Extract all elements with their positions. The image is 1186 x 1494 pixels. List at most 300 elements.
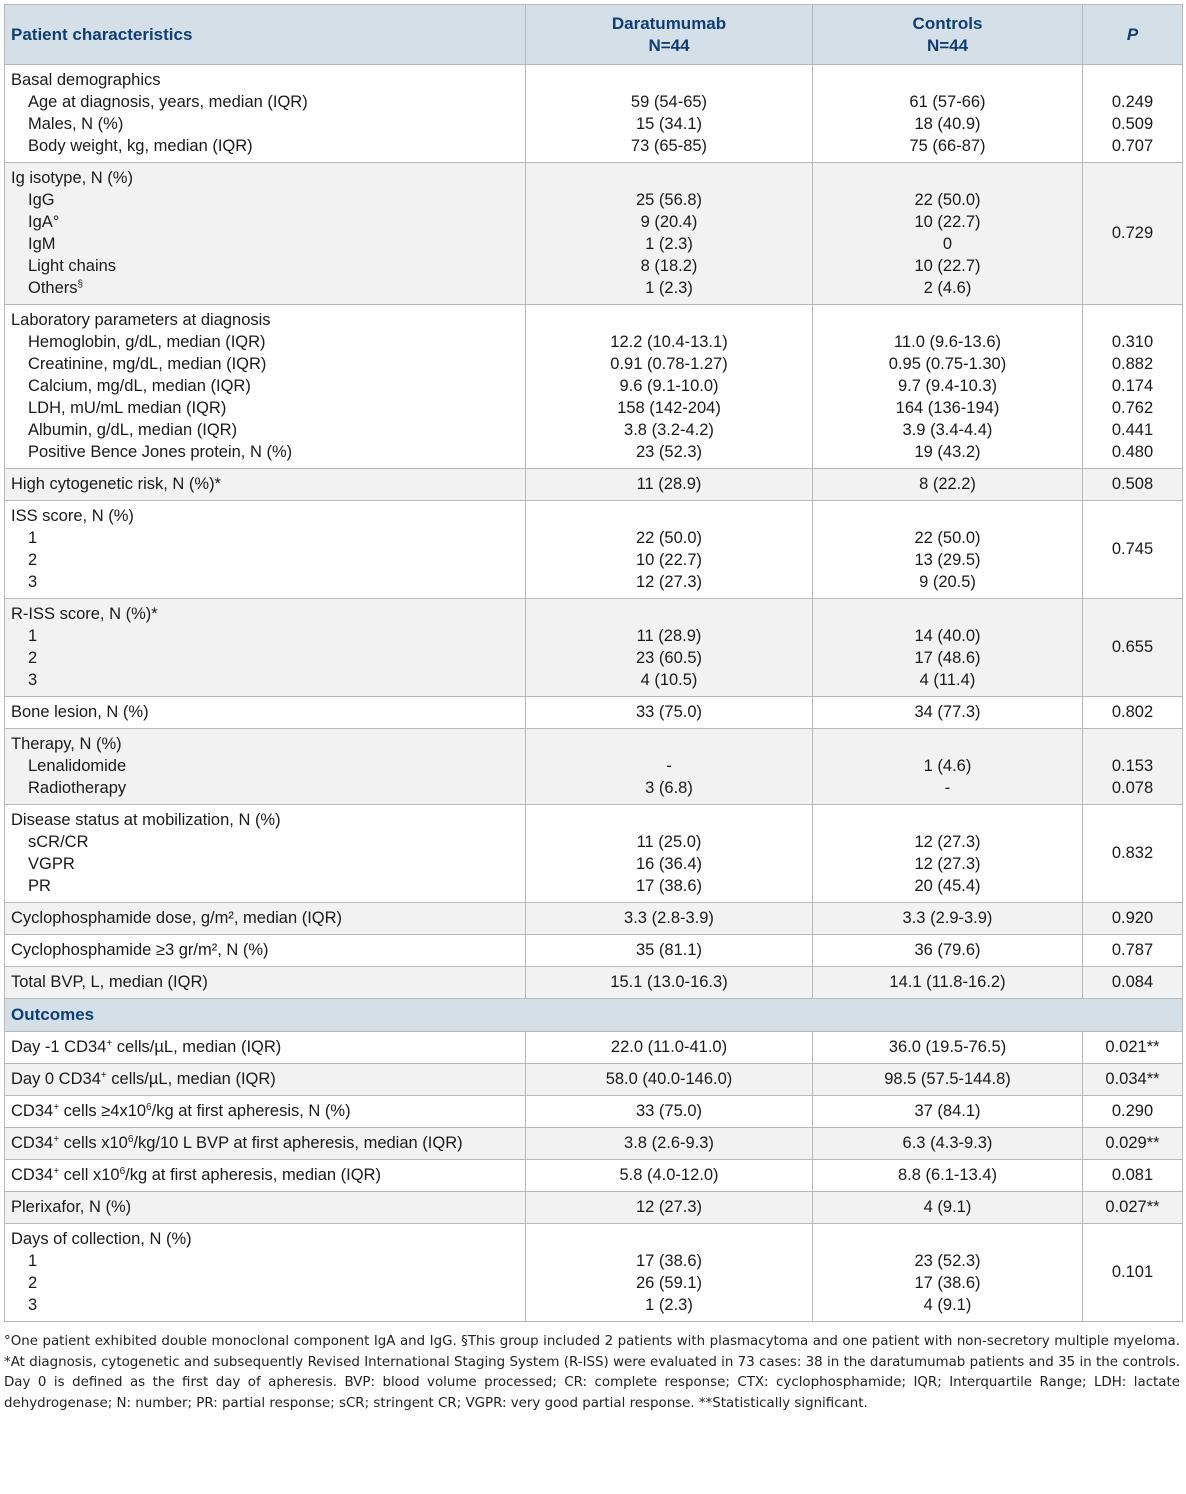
p-value-cell: 0.787	[1111, 941, 1154, 959]
controls-cell: 10 (22.7)	[914, 257, 981, 275]
superscript: +	[106, 1038, 113, 1049]
daratumumab-cell: 73 (65-85)	[630, 137, 708, 155]
p-value-cell: 0.153	[1111, 757, 1154, 775]
subitem-label	[11, 441, 519, 463]
subitem-label	[11, 853, 519, 875]
superscript: +	[53, 1134, 60, 1145]
table-footnote: °One patient exhibited double monoclonal component IgA and IgG. §This group included 2 patients with plasmacytoma and one patient with non-secretory multiple myeloma. *At diagnosis, cytogenetic and subsequently Revised International Staging System (R-ISS) were evaluated in 73 cases: 38 in the daratumumab patients and 35 in the controls. Day 0 is defined as the first day of apheresis. BVP: blood volume processed; CR: complete response; CTX: cyclophosphamide; IQR; Interquartile Range; LDH: lactate dehydrogenase; N: number; PR: partial response; sCR; stringent CR; VGPR: very good partial response. **Statistically significant.	[4, 1334, 1180, 1412]
row-label	[5, 935, 526, 967]
row-label	[5, 805, 526, 903]
controls-cell: 20 (45.4)	[914, 877, 981, 895]
daratumumab-cell: 1 (2.3)	[645, 1296, 693, 1314]
controls-value: 98.5 (57.5-144.8)	[813, 1064, 1083, 1096]
label-part: Day 0 CD34	[11, 1070, 101, 1088]
table-row	[5, 935, 1183, 967]
subitem-label: 2	[28, 1274, 38, 1292]
controls-value: 36.0 (19.5-76.5)	[813, 1032, 1083, 1064]
spacer	[819, 733, 1076, 755]
spacer	[819, 505, 1076, 527]
table-row	[5, 1160, 1183, 1192]
table-row	[5, 65, 1183, 163]
p-value: 0.034**	[1083, 1064, 1183, 1096]
row-label	[5, 599, 526, 697]
table-container	[4, 4, 1182, 1415]
p-value-cell: 0.762	[1111, 399, 1154, 417]
subitem-text: Albumin, g/dL, median (IQR)	[28, 421, 238, 439]
label-part: /kg/10 L BVP at first apheresis, median (IQR)	[133, 1134, 463, 1152]
p-value-cell: 0.707	[1111, 137, 1154, 155]
subitem-text: 2	[28, 649, 38, 667]
spacer	[532, 309, 806, 331]
label-part: CD34	[11, 1134, 54, 1152]
subitem-label	[11, 211, 519, 233]
daratumumab-cell: 15.1 (13.0-16.3)	[610, 973, 728, 991]
header-daratumumab	[526, 5, 813, 65]
p-value	[1083, 501, 1183, 599]
daratumumab-value	[526, 935, 813, 967]
controls-cell: 9.7 (9.4-10.3)	[897, 377, 998, 395]
subitem-label	[11, 233, 519, 255]
table-row	[5, 501, 1183, 599]
controls-cell: 75 (66-87)	[909, 137, 986, 155]
controls-cell: 12 (27.3)	[914, 855, 981, 873]
subitem-text: Light chains	[28, 257, 117, 275]
p-value	[1083, 697, 1183, 729]
spacer	[1089, 69, 1176, 91]
p-value	[1083, 729, 1183, 805]
subitem-label	[11, 669, 519, 691]
characteristic-label: Cyclophosphamide dose, g/m², median (IQR)	[11, 909, 343, 927]
table-row	[5, 1224, 1183, 1322]
p-value: 0.101	[1083, 1224, 1183, 1322]
controls-value	[813, 729, 1083, 805]
patient-characteristics-table	[4, 4, 1183, 1322]
daratumumab-cell: 11 (25.0)	[636, 833, 702, 851]
label-part: cells/µL, median (IQR)	[112, 1038, 282, 1056]
controls-cell: 3.3 (2.9-3.9)	[902, 909, 993, 927]
label-part: cells ≥4x10	[59, 1102, 147, 1120]
p-value-cell: 0.745	[1111, 540, 1154, 558]
row-label	[5, 967, 526, 999]
subitem-label	[11, 397, 519, 419]
spacer	[532, 809, 806, 831]
subitem-label	[11, 571, 519, 593]
p-value-cell: 0.249	[1111, 93, 1154, 111]
p-value	[1083, 163, 1183, 305]
controls-cell: 8 (22.2)	[919, 475, 976, 493]
daratumumab-value	[526, 305, 813, 469]
table-row	[5, 599, 1183, 697]
subitem-text: 3	[28, 573, 38, 591]
subitem-label	[11, 113, 519, 135]
controls-cell: 164 (136-194)	[895, 399, 1000, 417]
group-title: R-ISS score, N (%)*	[11, 605, 158, 623]
controls-value	[813, 697, 1083, 729]
table-row	[5, 1096, 1183, 1128]
controls-cell: 17 (48.6)	[914, 649, 981, 667]
subitem-label	[11, 777, 519, 799]
characteristic-label	[11, 1100, 519, 1122]
p-value-cell: 0.729	[1111, 224, 1154, 242]
daratumumab-cell: 3.8 (3.2-4.2)	[624, 421, 714, 439]
subitem-text: Body weight, kg, median (IQR)	[28, 137, 253, 155]
superscript: §	[77, 279, 84, 290]
controls-value	[813, 935, 1083, 967]
row-label	[5, 1224, 526, 1322]
characteristic-label	[11, 1036, 519, 1058]
subitem-text: LDH, mU/mL median (IQR)	[28, 399, 227, 417]
row-label	[5, 501, 526, 599]
spacer	[1089, 733, 1176, 755]
table-row	[5, 903, 1183, 935]
p-value-cell: 0.441	[1111, 421, 1154, 439]
daratumumab-cell: 12 (27.3)	[635, 573, 703, 591]
daratumumab-cell: -	[666, 757, 672, 775]
superscript: 6	[146, 1102, 152, 1113]
subitem-label	[11, 625, 519, 647]
daratumumab-cell: 25 (56.8)	[635, 191, 703, 209]
daratumumab-cell: 23 (60.5)	[635, 649, 703, 667]
row-label	[5, 1064, 526, 1096]
daratumumab-cell: 9.6 (9.1-10.0)	[619, 377, 719, 395]
header-patient-characteristics: Patient characteristics	[5, 5, 526, 65]
subitem-label	[11, 277, 519, 299]
daratumumab-value	[526, 1224, 813, 1322]
characteristic-label: High cytogenetic risk, N (%)*	[11, 475, 221, 493]
controls-value: 4 (9.1)	[813, 1192, 1083, 1224]
group-title: Disease status at mobilization, N (%)	[11, 811, 281, 829]
subitem-text: Calcium, mg/dL, median (IQR)	[28, 377, 251, 395]
characteristic-label: Total BVP, L, median (IQR)	[11, 973, 208, 991]
characteristic-label: Cyclophosphamide ≥3 gr/m², N (%)	[11, 941, 269, 959]
controls-value: 37 (84.1)	[813, 1096, 1083, 1128]
p-value	[1083, 599, 1183, 697]
controls-cell: 3.9 (3.4-4.4)	[902, 421, 993, 439]
controls-value	[813, 65, 1083, 163]
subitem-text: Creatinine, mg/dL, median (IQR)	[28, 355, 267, 373]
row-label	[5, 697, 526, 729]
controls-value: 8.8 (6.1-13.4)	[813, 1160, 1083, 1192]
spacer	[819, 309, 1076, 331]
spacer	[532, 733, 806, 755]
outcomes-title: Outcomes	[5, 999, 1183, 1032]
subitem-text: Age at diagnosis, years, median (IQR)	[28, 93, 308, 111]
daratumumab-cell: 158 (142-204)	[617, 399, 721, 417]
controls-value	[813, 501, 1083, 599]
controls-cell: 18 (40.9)	[914, 115, 981, 133]
daratumumab-value: 33 (75.0)	[526, 1096, 813, 1128]
controls-cell: 34 (77.3)	[914, 703, 981, 721]
controls-value	[813, 469, 1083, 501]
controls-cell: 2 (4.6)	[923, 279, 972, 297]
characteristic-label	[11, 1068, 519, 1090]
section-header-outcomes	[5, 999, 1183, 1032]
controls-cell: 22 (50.0)	[914, 529, 981, 547]
daratumumab-value	[526, 729, 813, 805]
subitem-text: Positive Bence Jones protein, N (%)	[28, 443, 293, 461]
table-row	[5, 967, 1183, 999]
controls-cell: 36 (79.6)	[914, 941, 981, 959]
controls-cell: -	[944, 779, 951, 797]
controls-cell: 11.0 (9.6-13.6)	[893, 333, 1001, 351]
subitem-label	[11, 375, 519, 397]
p-value	[1083, 903, 1183, 935]
daratumumab-value	[526, 469, 813, 501]
controls-cell: 0	[942, 235, 953, 253]
table-row	[5, 163, 1183, 305]
row-label	[5, 903, 526, 935]
p-value: 0.021**	[1083, 1032, 1183, 1064]
controls-value	[813, 163, 1083, 305]
subitem-text: Others	[28, 279, 78, 297]
table-row	[5, 1032, 1183, 1064]
p-value	[1083, 65, 1183, 163]
label-part: cells/µL, median (IQR)	[106, 1070, 276, 1088]
row-label	[5, 163, 526, 305]
controls-cell: 1 (4.6)	[923, 757, 972, 775]
daratumumab-value	[526, 697, 813, 729]
controls-cell: 14 (40.0)	[914, 627, 981, 645]
controls-value	[813, 967, 1083, 999]
spacer	[819, 69, 1076, 91]
row-label	[5, 305, 526, 469]
p-value-cell: 0.174	[1111, 377, 1154, 395]
controls-cell: 17 (38.6)	[914, 1274, 981, 1292]
subitem-label	[11, 831, 519, 853]
superscript: 6	[127, 1134, 134, 1145]
daratumumab-value: 12 (27.3)	[526, 1192, 813, 1224]
header-controls	[813, 5, 1083, 65]
p-value-cell: 0.832	[1111, 844, 1154, 862]
controls-cell: 13 (29.5)	[914, 551, 981, 569]
p-value-cell: 0.920	[1111, 909, 1154, 927]
controls-value: 6.3 (4.3-9.3)	[813, 1128, 1083, 1160]
controls-cell: 4 (9.1)	[923, 1296, 972, 1314]
subitem-label	[11, 527, 519, 549]
daratumumab-cell: 59 (54-65)	[630, 93, 708, 111]
label-part: /kg at first apheresis, N (%)	[151, 1102, 351, 1120]
subitem-label	[11, 353, 519, 375]
characteristic-label	[11, 1196, 519, 1218]
table-row	[5, 469, 1183, 501]
row-label	[5, 469, 526, 501]
subitem-label	[11, 189, 519, 211]
table-row	[5, 729, 1183, 805]
subitem-label	[11, 91, 519, 113]
spacer	[532, 167, 806, 189]
table-row	[5, 1064, 1183, 1096]
daratumumab-cell: 22 (50.0)	[635, 529, 703, 547]
characteristic-label: Bone lesion, N (%)	[11, 703, 149, 721]
daratumumab-cell: 16 (36.4)	[635, 855, 703, 873]
subitem-text: IgA°	[28, 213, 60, 231]
controls-cell: 0.95 (0.75-1.30)	[888, 355, 1007, 373]
daratumumab-cell: 26 (59.1)	[635, 1274, 703, 1292]
p-value: 0.029**	[1083, 1128, 1183, 1160]
superscript: +	[53, 1102, 60, 1113]
p-value: 0.081	[1083, 1160, 1183, 1192]
row-label	[5, 1160, 526, 1192]
daratumumab-cell: 1 (2.3)	[645, 235, 693, 253]
spacer	[819, 167, 1076, 189]
p-value-cell: 0.084	[1111, 973, 1154, 991]
daratumumab-value	[526, 967, 813, 999]
label-part: cell x10	[59, 1166, 120, 1184]
subitem-text: 2	[28, 551, 38, 569]
spacer	[1089, 309, 1176, 331]
subitem-text: Hemoglobin, g/dL, median (IQR)	[28, 333, 266, 351]
subitem-label	[11, 755, 519, 777]
subitem-label	[11, 135, 519, 157]
p-value-cell: 0.078	[1111, 779, 1154, 797]
controls-value	[813, 305, 1083, 469]
table-row	[5, 1128, 1183, 1160]
characteristic-label	[11, 1132, 519, 1154]
header-daratumumab-n: N=44	[648, 35, 690, 55]
daratumumab-cell: 4 (10.5)	[640, 671, 698, 689]
subitem-label	[11, 419, 519, 441]
table-body	[5, 65, 1183, 1322]
header-row	[5, 5, 1183, 65]
controls-cell: 12 (27.3)	[914, 833, 981, 851]
row-label	[5, 1096, 526, 1128]
p-value-cell: 0.802	[1111, 703, 1154, 721]
row-label	[5, 1032, 526, 1064]
controls-cell: 19 (43.2)	[914, 443, 981, 461]
controls-cell: 9 (20.5)	[919, 573, 976, 591]
daratumumab-cell: 35 (81.1)	[635, 941, 703, 959]
daratumumab-cell: 15 (34.1)	[635, 115, 703, 133]
label-part: cells x10	[59, 1134, 128, 1152]
row-label	[5, 729, 526, 805]
subitem-text: 1	[28, 529, 38, 547]
p-value-cell: 0.882	[1111, 355, 1154, 373]
subitem-label: 3	[28, 1296, 38, 1314]
subitem-text: VGPR	[28, 855, 75, 873]
daratumumab-cell: 17 (38.6)	[635, 877, 703, 895]
p-value	[1083, 967, 1183, 999]
daratumumab-value	[526, 501, 813, 599]
superscript: 6	[119, 1166, 126, 1177]
label-part: Day -1 CD34	[11, 1038, 107, 1056]
subitem-label	[11, 331, 519, 353]
p-value-cell: 0.310	[1111, 333, 1154, 351]
group-title: Days of collection, N (%)	[11, 1230, 192, 1248]
subitem-label	[11, 647, 519, 669]
subitem-text: Males, N (%)	[28, 115, 124, 133]
daratumumab-value	[526, 599, 813, 697]
spacer	[819, 809, 1076, 831]
subitem-label	[11, 549, 519, 571]
daratumumab-cell: 11 (28.9)	[636, 627, 702, 645]
header-daratumumab-title: Daratumumab	[611, 13, 727, 33]
spacer	[532, 69, 806, 91]
p-value: 0.027**	[1083, 1192, 1183, 1224]
spacer	[532, 1228, 806, 1250]
controls-cell: 14.1 (11.8-16.2)	[889, 973, 1006, 991]
daratumumab-value: 22.0 (11.0-41.0)	[526, 1032, 813, 1064]
daratumumab-value	[526, 65, 813, 163]
subitem-label	[11, 255, 519, 277]
controls-cell: 61 (57-66)	[909, 93, 986, 111]
group-title: Laboratory parameters at diagnosis	[11, 311, 271, 329]
label-part: /kg at first apheresis, median (IQR)	[125, 1166, 381, 1184]
daratumumab-cell: 33 (75.0)	[635, 703, 703, 721]
spacer	[819, 603, 1076, 625]
subitem-label	[11, 875, 519, 897]
spacer	[532, 603, 806, 625]
controls-cell: 22 (50.0)	[914, 191, 981, 209]
subitem-text: IgM	[28, 235, 56, 253]
p-value	[1083, 305, 1183, 469]
subitem-text: Lenalidomide	[28, 757, 127, 775]
daratumumab-value	[526, 903, 813, 935]
table-header	[5, 5, 1183, 65]
spacer	[532, 505, 806, 527]
daratumumab-cell: 17 (38.6)	[635, 1252, 703, 1270]
p-value	[1083, 805, 1183, 903]
group-title: Therapy, N (%)	[11, 735, 122, 753]
p-value	[1083, 469, 1183, 501]
daratumumab-cell: 3 (6.8)	[645, 779, 693, 797]
group-title: Ig isotype, N (%)	[11, 169, 133, 187]
p-value-cell: 0.655	[1111, 638, 1154, 656]
label-part: CD34	[11, 1102, 54, 1120]
daratumumab-cell: 23 (52.3)	[635, 443, 703, 461]
controls-value	[813, 599, 1083, 697]
controls-cell: 10 (22.7)	[914, 213, 981, 231]
row-label	[5, 1128, 526, 1160]
p-value-cell: 0.480	[1111, 443, 1154, 461]
subitem-text: IgG	[28, 191, 55, 209]
superscript: +	[100, 1070, 107, 1081]
daratumumab-value: 5.8 (4.0-12.0)	[526, 1160, 813, 1192]
controls-value	[813, 1224, 1083, 1322]
row-label	[5, 65, 526, 163]
p-value-cell: 0.509	[1111, 115, 1154, 133]
daratumumab-value: 58.0 (40.0-146.0)	[526, 1064, 813, 1096]
header-controls-title: Controls	[912, 13, 983, 33]
header-p-label: P	[1126, 24, 1139, 44]
p-value	[1083, 935, 1183, 967]
subitem-text: 1	[28, 627, 38, 645]
label-part: CD34	[11, 1166, 54, 1184]
daratumumab-cell: 10 (22.7)	[635, 551, 703, 569]
row-label	[5, 1192, 526, 1224]
daratumumab-cell: 1 (2.3)	[645, 279, 693, 297]
daratumumab-value: 3.8 (2.6-9.3)	[526, 1128, 813, 1160]
table-row	[5, 305, 1183, 469]
label-part: Plerixafor, N (%)	[11, 1198, 132, 1216]
controls-value	[813, 903, 1083, 935]
p-value: 0.290	[1083, 1096, 1183, 1128]
daratumumab-cell: 12.2 (10.4-13.1)	[610, 333, 728, 351]
header-p-value	[1083, 5, 1183, 65]
table-row	[5, 1192, 1183, 1224]
daratumumab-value	[526, 163, 813, 305]
controls-value	[813, 805, 1083, 903]
subitem-text: Radiotherapy	[28, 779, 127, 797]
subitem-label: 1	[28, 1252, 38, 1270]
spacer	[819, 1228, 1076, 1250]
subitem-text: 3	[28, 671, 38, 689]
group-title: ISS score, N (%)	[11, 507, 134, 525]
daratumumab-cell: 8 (18.2)	[640, 257, 698, 275]
group-title: Basal demographics	[11, 71, 161, 89]
subitem-text: PR	[28, 877, 51, 895]
daratumumab-cell: 0.91 (0.78-1.27)	[610, 355, 728, 373]
table-row	[5, 697, 1183, 729]
